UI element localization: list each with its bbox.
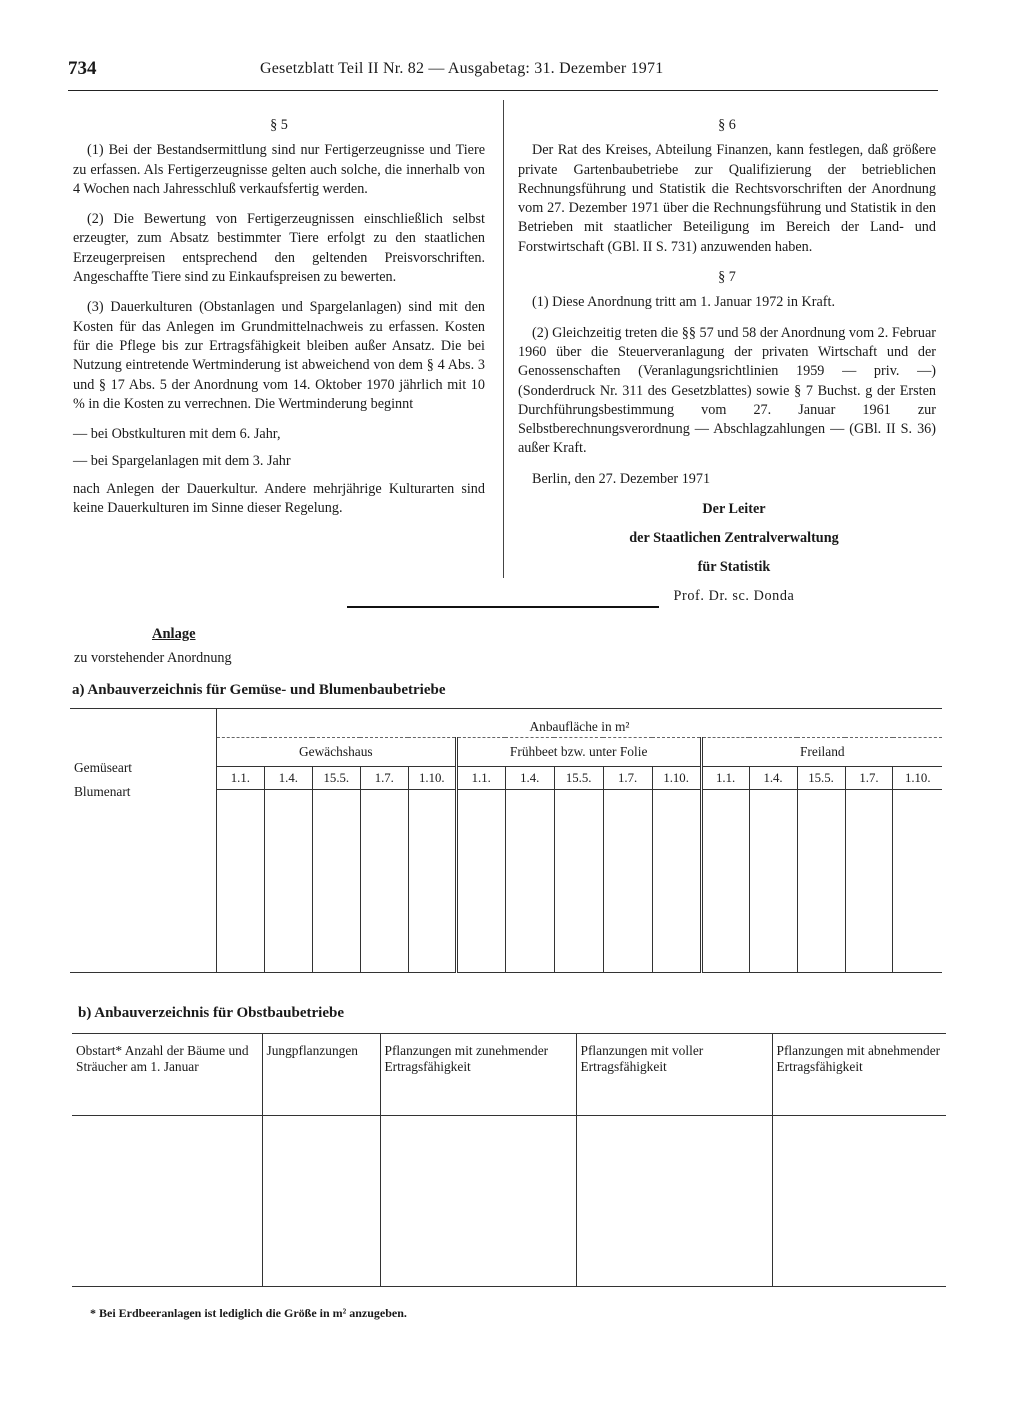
table-a-cell [893,790,942,973]
table-b-cell [772,1116,946,1287]
section-5-paragraph-3: (3) Dauerkulturen (Obstanlagen und Spargelanlagen) sind mit den Kosten für das Anlegen im Grundmittelnachweis zu erfassen. Kosten für die Pflege bis zur Ertragsfähigkeit bleiben außer Ansatz. Die bei Nutzung eintretende Wertminderung ist abweichend von dem § 4 Abs. 3 und § 17 Abs. 5 der Anordnung vom 14. Oktober 1970 jährlich mit 10 % in die Kosten zu verrechnen. Die Wertminderung beginnt [73,299,485,412]
column-divider [503,100,504,578]
date-header: 15.5. [554,767,603,790]
date-header: 1.7. [603,767,652,790]
row-label-gemueseart: Gemüseart [74,759,133,775]
gazette-title: Gesetzblatt Teil II Nr. 82 — Ausgabetag: 31. Dezember 1971 [260,60,664,77]
table-a-cell [749,790,797,973]
table-a-cell [456,790,505,973]
anlage-subtitle: zu vorstehender Anordnung [74,650,232,666]
row-label-blumenart: Blumenart [74,783,131,799]
signature-line-1: Der Leiter [702,501,766,518]
col-header-abnehmend: Pflanzungen mit abnehmender Ertragsfähigkeit [772,1034,946,1116]
section-separator [347,606,659,608]
table-a-cell [845,790,893,973]
section-5-paragraph-2: (2) Die Bewertung von Fertigerzeugnissen einschließlich selbst erzeugter, zum Absatz bestimmter Tiere erfolgt zu den staatlichen Erzeugerpreisen entsprechend den geltenden Preisvorschriften. Angeschaffte Tiere sind zu Einkaufspreisen zu bewerten. [73,211,485,286]
date-header: 1.10. [652,767,701,790]
date-header: 15.5. [797,767,845,790]
table-a-cell [408,790,456,973]
date-header: 1.4. [749,767,797,790]
header-rule [68,90,938,91]
table-a-main-header: Anbaufläche in m² [216,709,942,738]
section-7-paragraph-2: (2) Gleichzeitig treten die §§ 57 und 58 der Anordnung vom 2. Februar 1960 über die Steuerveranlagung der privaten Wirtschaft und der Genossenschaften (Veranlagungsrichtlinien 1959 — priv. —) (Sonderdruck Nr. 311 des Gesetzblattes) sowie § 7 Buchst. g der Ersten Durchführungsbestimmung vom 27. Januar 1961 zur Selbstberechnungsverordnung — Abschlagzahlungen — (GBl. II S. 36) außer Kraft. [518,324,936,457]
date-header: 1.7. [845,767,893,790]
table-b-title: b) Anbauverzeichnis für Obstbaubetriebe [78,1005,344,1021]
table-b-cell [72,1116,262,1287]
col-header-voll: Pflanzungen mit voller Ertragsfähigkeit [576,1034,772,1116]
section-7-paragraph-1: (1) Diese Anordnung tritt am 1. Januar 1972 in Kraft. [532,294,835,311]
left-column [73,116,485,529]
col-header-jungpflanzungen: Jungpflanzungen [262,1034,380,1116]
table-a-cell [554,790,603,973]
table-a-cell [603,790,652,973]
dash-item-spargelanlagen: — bei Spargelanlagen mit dem 3. Jahr [73,453,291,470]
date-header: 1.10. [893,767,942,790]
date-header: 1.1. [456,767,505,790]
table-a-cell [797,790,845,973]
table-b-cell [262,1116,380,1287]
section-6-heading: § 6 [718,117,736,133]
page-number: 734 [68,58,97,79]
table-a-cell [216,790,264,973]
date-header: 1.1. [216,767,264,790]
date-line: Berlin, den 27. Dezember 1971 [532,470,711,487]
table-a-cell [360,790,408,973]
signatory-name: Prof. Dr. sc. Donda [673,588,795,605]
date-header: 15.5. [312,767,360,790]
table-b [72,1033,946,1287]
page-header [68,58,938,86]
signature-line-3: für Statistik [697,559,771,576]
footnote: * Bei Erdbeeranlagen ist lediglich die Größe in m² anzugeben. [90,1306,407,1320]
table-a-corner [70,709,216,738]
col-header-zunehmend: Pflanzungen mit zunehmender Ertragsfähigkeit [380,1034,576,1116]
section-5-heading: § 5 [270,117,288,133]
table-b-cell [576,1116,772,1287]
section-6-paragraph: Der Rat des Kreises, Abteilung Finanzen, kann festlegen, daß größere private Gartenbaubetriebe zur Qualifizierung der betrieblichen Rechnungsführung und Statistik die Rechtsvorschriften der Anordnung vom 27. Dezember 1971 über die Rechnungsführung und Statistik in den Betrieben mit staatlicher Beteiligung im Bereich der Land- und Forstwirtschaft (GBl. II S. 731) anzuwenden haben. [518,142,936,255]
section-5-paragraph-1: (1) Bei der Bestandsermittlung sind nur Fertigerzeugnisse und Tiere zu erfassen. Als Fertigerzeugnisse gelten auch solche, die innerhalb von 4 Wochen nach Jahresschluß verkaufsfertig werden. [73,142,485,197]
table-a-title: a) Anbauverzeichnis für Gemüse- und Blumenbaubetriebe [72,682,446,698]
table-a-cell [264,790,312,973]
dash-item-obstkulturen: — bei Obstkulturen mit dem 6. Jahr, [73,426,281,443]
table-b-cell [380,1116,576,1287]
date-header: 1.7. [360,767,408,790]
table-a-cell [312,790,360,973]
date-header: 1.4. [505,767,554,790]
group-header-gewaechshaus: Gewächshaus [216,738,456,767]
table-a-cell [652,790,701,973]
section-5-paragraph-4: nach Anlegen der Dauerkultur. Andere mehrjährige Kulturarten sind keine Dauerkulturen im Sinne dieser Regelung. [73,480,485,517]
signature-line-2: der Staatlichen Zentralverwaltung [629,530,839,547]
right-column [518,116,936,617]
table-a-row-label [70,738,216,973]
group-header-fruehbeet: Frühbeet bzw. unter Folie [456,738,701,767]
date-header: 1.10. [408,767,456,790]
table-a-cell [505,790,554,973]
col-header-obstart: Obstart* Anzahl der Bäume und Sträucher am 1. Januar [72,1034,262,1116]
date-header: 1.4. [264,767,312,790]
table-a [70,708,942,973]
date-header: 1.1. [701,767,749,790]
anlage-title: Anlage [152,626,196,642]
table-a-cell [701,790,749,973]
section-7-heading: § 7 [718,269,736,286]
group-header-freiland: Freiland [701,738,942,767]
